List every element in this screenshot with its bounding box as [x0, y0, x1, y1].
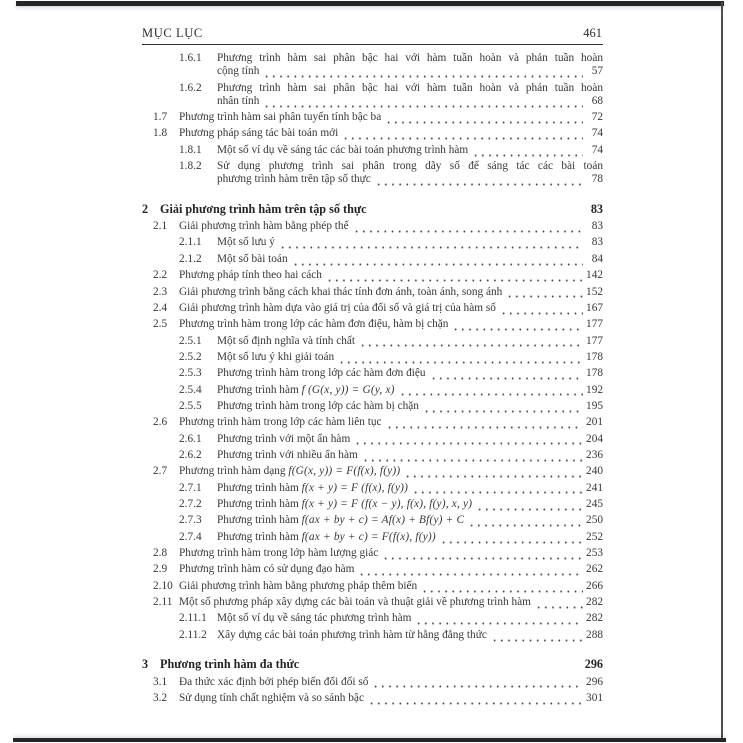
entry-title	[160, 202, 367, 217]
dot-leader	[491, 629, 583, 645]
toc-entry-2.1.2	[142, 253, 603, 269]
dot-leader	[279, 236, 583, 252]
entry-page-number: 252	[586, 530, 603, 543]
entry-page-number: 296	[586, 675, 603, 688]
toc-entry-2.6.2	[142, 449, 603, 465]
entry-page-number: 192	[586, 383, 603, 396]
entry-title	[217, 498, 472, 510]
entry-number: 2.11	[153, 596, 173, 609]
entry-title-text: Giải phương trình hàm trên tập số thực	[160, 201, 367, 216]
entry-title-line2	[217, 173, 603, 189]
entry-page-number: 167	[586, 301, 603, 314]
entry-number: 2.5.5	[179, 399, 202, 412]
entry-number: 2.5.1	[179, 334, 202, 347]
entry-title-text: Một số lưu ý khi giải toán	[217, 350, 335, 363]
entry-title-text: Phương trình hàm	[217, 383, 302, 396]
toc-entry-3	[142, 657, 603, 675]
toc-entry-1.6.2	[142, 82, 603, 112]
entry-page-number: 245	[586, 497, 603, 510]
entry-title-block	[217, 160, 603, 190]
dot-leader	[476, 498, 583, 514]
entry-number: 2.6.2	[179, 448, 202, 461]
entry-page-number: 74	[591, 127, 603, 140]
toc-entry-1.8.1	[142, 144, 603, 160]
entry-title-line1: Phương trình hàm sai phân bậc hai với hàm tuần hoàn và phản tuần hoàn	[217, 81, 603, 94]
entry-number: 2.3	[153, 285, 168, 298]
dot-leader	[358, 563, 583, 579]
entry-title-text: Một số ví dụ về sáng tác các bài toán phương trình hàm	[217, 143, 469, 156]
dot-leader	[430, 367, 583, 383]
toc-entry-1.8	[142, 127, 603, 143]
entry-page-number: 266	[586, 579, 603, 592]
toc-entry-2.6	[142, 416, 603, 432]
dot-leader	[535, 596, 583, 612]
entry-title	[179, 127, 338, 139]
entry-number: 2.11.2	[179, 628, 207, 641]
page-header	[142, 26, 603, 45]
entry-number: 2.6	[153, 416, 168, 429]
entry-title	[179, 676, 368, 688]
entry-page-number: 83	[591, 236, 603, 249]
entry-number: 2.9	[153, 563, 168, 576]
entry-title	[179, 547, 378, 559]
entry-title-text: Phương trình hàm	[217, 514, 302, 527]
entry-title	[217, 367, 426, 379]
dot-leader	[338, 351, 583, 367]
toc-entry-2.3	[142, 286, 603, 302]
entry-page-number: 296	[584, 657, 603, 672]
entry-title-formula: f(ax + by + c) = F(f(x), f(y))	[301, 530, 436, 543]
entry-title-text: Phương trình hàm trong lớp các hàm đơn điệu, hàm bị chặn	[179, 318, 449, 331]
dot-leader	[412, 482, 583, 498]
entry-page-number: 152	[586, 285, 603, 298]
entry-title	[179, 286, 502, 298]
entry-page-number: 178	[586, 350, 603, 363]
toc-entry-2.11	[142, 596, 603, 612]
entry-number: 2.7.4	[179, 530, 202, 543]
entry-page-number: 178	[586, 367, 603, 380]
entry-page-number: 78	[591, 173, 603, 186]
entry-title-text: Giải phương trình bằng cách khai thác tính đơn ánh, toàn ánh, song ánh	[179, 285, 503, 298]
entry-number: 1.8.1	[179, 143, 202, 156]
entry-title	[217, 531, 436, 543]
dot-leader	[342, 127, 583, 143]
entry-number: 2.5	[153, 318, 168, 331]
toc-entry-2.5.2	[142, 351, 603, 367]
entry-page-number: 83	[591, 220, 603, 233]
entry-title-line1: Sử dụng phương trình sai phân trong dãy số để sáng tác các bài toán	[217, 160, 603, 173]
entry-title	[217, 449, 358, 461]
entry-page-number: 177	[586, 318, 603, 331]
entry-page-number: 262	[586, 563, 603, 576]
entry-number: 2.8	[153, 547, 168, 559]
entry-page-number: 177	[586, 334, 603, 347]
entry-title-formula: f(G(x, y)) = F(f(x), f(y))	[288, 465, 401, 478]
toc-entry-2	[142, 202, 603, 220]
header-page-number: 461	[583, 26, 602, 40]
toc-entry-2.7.4	[142, 531, 603, 547]
dot-leader	[472, 144, 583, 160]
entry-title	[217, 351, 334, 363]
entry-title	[179, 416, 382, 428]
dot-leader	[404, 465, 583, 481]
entry-page-number: 240	[586, 465, 603, 478]
dot-leader	[353, 220, 583, 236]
entry-number: 2.1.2	[179, 252, 202, 265]
entry-title-text: Phương trình hàm	[217, 497, 302, 510]
toc-entry-2.2	[142, 269, 603, 285]
entry-title	[160, 657, 299, 672]
page-content	[142, 26, 603, 708]
dot-leader	[368, 692, 583, 708]
toc-entry-2.7.2	[142, 498, 603, 514]
entry-title	[217, 514, 464, 526]
entry-number: 2.5.2	[179, 350, 202, 363]
scan-right-page-edge	[721, 2, 723, 740]
toc-entry-2.5.1	[142, 335, 603, 351]
entry-page-number: 68	[591, 94, 603, 107]
page-header-title: MỤC LỤC	[142, 26, 203, 40]
entry-title-text: Một số bài toán	[217, 252, 288, 265]
toc-entry-2.1.1	[142, 236, 603, 252]
entry-title-text: Giải phương trình hàm bằng phương pháp thêm biến	[179, 579, 418, 592]
entry-title	[217, 482, 408, 494]
entry-title-text: Phương trình hàm trong lớp các hàm liên tục	[179, 416, 382, 429]
toc-entry-1.8.2	[142, 160, 603, 190]
dot-leader	[263, 65, 583, 81]
toc-entry-2.4	[142, 302, 603, 318]
entry-title-text: Phương pháp tính theo hai cách	[179, 269, 322, 282]
toc-entry-2.7.3	[142, 514, 603, 530]
entry-title	[179, 580, 417, 592]
toc-entry-3.2	[142, 692, 603, 708]
entry-title	[179, 692, 364, 704]
entry-title-text: Phương trình hàm đa thức	[160, 657, 300, 672]
entry-page-number: 250	[586, 514, 603, 527]
entry-page-number: 142	[586, 269, 603, 282]
entry-number: 2.1	[153, 220, 168, 233]
entry-title-continuation: cộng tính	[217, 65, 260, 78]
entry-title-formula: f (G(x, y)) = G(y, x)	[301, 383, 395, 396]
entry-title-formula: f(x + y) = F (f(x), f(y))	[301, 481, 409, 494]
dot-leader	[500, 302, 583, 318]
dot-leader	[292, 253, 583, 269]
toc-entry-2.11.1	[142, 612, 603, 628]
dot-leader	[506, 286, 583, 302]
entry-number: 1.8.2	[179, 160, 202, 173]
dot-leader	[362, 449, 583, 465]
dot-leader	[326, 269, 583, 285]
entry-number: 2.10	[153, 579, 173, 592]
entry-title	[217, 612, 411, 624]
toc-entry-2.5	[142, 318, 603, 334]
entry-title-text: Giải phương trình hàm dựa vào giá trị của đối số và giá trị của hàm số	[179, 301, 496, 314]
entry-number: 2.7.1	[179, 481, 202, 494]
toc-entry-2.7	[142, 465, 603, 481]
entry-title-text: Sử dụng tính chất nghiệm và so sánh bậc	[179, 691, 364, 704]
scan-top-edge	[16, 1, 724, 6]
entry-title-text: Phương trình hàm sai phân tuyến tính bậc ba	[179, 111, 382, 124]
entry-number: 2.7.3	[179, 514, 202, 527]
toc-entry-3.1	[142, 676, 603, 692]
entry-title	[179, 302, 496, 314]
entry-page-number: 282	[586, 612, 603, 625]
entry-title-text: Một số định nghĩa và tính chất	[217, 334, 356, 347]
dot-leader	[421, 580, 583, 596]
entry-title-continuation: nhân tính	[217, 94, 260, 107]
entry-title-text: Phương trình hàm trong lớp các hàm bị chặn	[217, 399, 419, 412]
entry-title-line1: Phương trình hàm sai phân bậc hai với hàm tuần hoàn và phản tuần hoàn	[217, 52, 603, 64]
entry-title-text: Giải phương trình hàm bằng phép thế	[179, 220, 349, 233]
entry-title-text: Phương pháp sáng tác bài toán mới	[179, 127, 339, 140]
entry-page-number: 201	[586, 416, 603, 429]
entry-number: 1.6.2	[179, 81, 202, 94]
dot-leader	[399, 384, 583, 400]
entry-title	[217, 629, 487, 641]
entry-title-text: Đa thức xác định bởi phép biến đổi đối số	[179, 675, 369, 688]
dot-leader	[359, 335, 583, 351]
entry-number: 2.5.3	[179, 367, 202, 380]
entry-page-number: 301	[586, 691, 603, 704]
dot-leader	[468, 514, 583, 530]
entry-title	[217, 253, 288, 265]
entry-title	[179, 111, 381, 123]
entry-number: 2.2	[153, 269, 168, 282]
entry-title	[217, 144, 468, 156]
toc-entry-2.10	[142, 580, 603, 596]
entry-number: 2.5.4	[179, 383, 202, 396]
spacer	[371, 202, 583, 220]
dot-leader	[415, 612, 583, 628]
entry-title-line2	[217, 95, 603, 111]
entry-number: 3.1	[153, 675, 168, 688]
entry-number: 2.7	[153, 465, 168, 478]
entry-title-line2	[217, 65, 603, 81]
entry-title-text: Phương trình hàm có sử dụng đạo hàm	[179, 563, 355, 576]
entry-title	[217, 433, 350, 445]
spacer	[303, 657, 582, 675]
entry-number: 1.6.1	[179, 52, 202, 64]
toc-entry-1.6.1	[142, 52, 603, 82]
entry-title-text: Một số ví dụ về sáng tác phương trình hàm	[217, 612, 412, 625]
dot-leader	[423, 400, 583, 416]
entry-number: 3.2	[153, 691, 168, 704]
entry-title-text: Phương trình hàm dạng	[179, 465, 289, 478]
toc-entry-1.7	[142, 111, 603, 127]
entry-title-text: Phương trình với một ẩn hàm	[217, 432, 351, 445]
entry-title-text: Phương trình với nhiều ẩn hàm	[217, 448, 358, 461]
dot-leader	[354, 433, 583, 449]
entry-title	[217, 236, 275, 248]
toc-entry-2.7.1	[142, 482, 603, 498]
entry-number: 3	[142, 657, 149, 672]
entry-number: 2.1.1	[179, 236, 202, 249]
entry-title-formula: f(ax + by + c) = Af(x) + Bf(y) + C	[301, 514, 465, 527]
entry-title-text: Phương trình hàm trong lớp hàm lượng giác	[179, 547, 379, 559]
entry-page-number: 282	[586, 596, 603, 609]
entry-title-text: Một số phương pháp xây dựng các bài toán và thuật giải về phương trình hàm	[179, 596, 531, 609]
entry-number: 2	[142, 201, 149, 216]
toc-entry-2.8	[142, 547, 603, 563]
dot-leader	[375, 173, 583, 189]
entry-page-number: 84	[591, 252, 603, 265]
dot-leader	[263, 95, 583, 111]
dot-leader	[372, 676, 583, 692]
table-of-contents	[142, 52, 603, 708]
entry-title-formula: f(x + y) = F (f(x − y), f(x), f(y), x, y)	[301, 497, 473, 510]
entry-title	[179, 220, 349, 232]
entry-title	[217, 335, 355, 347]
entry-title	[217, 400, 419, 412]
entry-title-continuation: phương trình hàm trên tập số thực	[217, 173, 371, 186]
entry-number: 2.4	[153, 301, 168, 314]
entry-title	[179, 563, 354, 575]
entry-page-number: 288	[586, 628, 603, 641]
dot-leader	[386, 416, 583, 432]
scan-bottom-edge	[13, 738, 726, 743]
toc-entry-2.11.2	[142, 629, 603, 645]
entry-title-text: Phương trình hàm	[217, 530, 302, 543]
entry-title	[179, 318, 448, 330]
entry-number: 1.7	[153, 111, 168, 124]
entry-title	[179, 465, 400, 477]
toc-entry-2.9	[142, 563, 603, 579]
entry-number: 2.6.1	[179, 432, 202, 445]
entry-number: 2.11.1	[179, 612, 207, 625]
entry-number: 2.7.2	[179, 497, 202, 510]
entry-page-number: 195	[586, 399, 603, 412]
entry-title-block	[217, 52, 603, 82]
entry-page-number: 83	[590, 201, 603, 216]
toc-entry-2.5.5	[142, 400, 603, 416]
entry-title	[179, 596, 531, 608]
entry-title-text: Một số lưu ý	[217, 236, 275, 249]
toc-entry-2.5.4	[142, 384, 603, 400]
entry-title	[179, 269, 322, 281]
entry-page-number: 236	[586, 448, 603, 461]
entry-page-number: 74	[591, 143, 603, 156]
entry-page-number: 57	[591, 65, 603, 78]
toc-entry-2.6.1	[142, 433, 603, 449]
entry-title-text: Phương trình hàm	[217, 481, 302, 494]
dot-leader	[385, 111, 583, 127]
entry-page-number: 253	[586, 547, 603, 559]
entry-title-block	[217, 82, 603, 112]
toc-entry-2.1	[142, 220, 603, 236]
entry-number: 1.8	[153, 127, 168, 140]
entry-page-number: 72	[591, 111, 603, 124]
entry-title-text: Xây dựng các bài toán phương trình hàm từ hằng đẳng thức	[217, 628, 487, 641]
entry-title	[217, 384, 395, 396]
dot-leader	[452, 318, 583, 334]
entry-page-number: 241	[586, 481, 603, 494]
dot-leader	[382, 547, 583, 563]
entry-page-number: 204	[586, 432, 603, 445]
toc-entry-2.5.3	[142, 367, 603, 383]
dot-leader	[440, 531, 583, 547]
entry-title-text: Phương trình hàm trong lớp các hàm đơn điệu	[217, 367, 426, 380]
